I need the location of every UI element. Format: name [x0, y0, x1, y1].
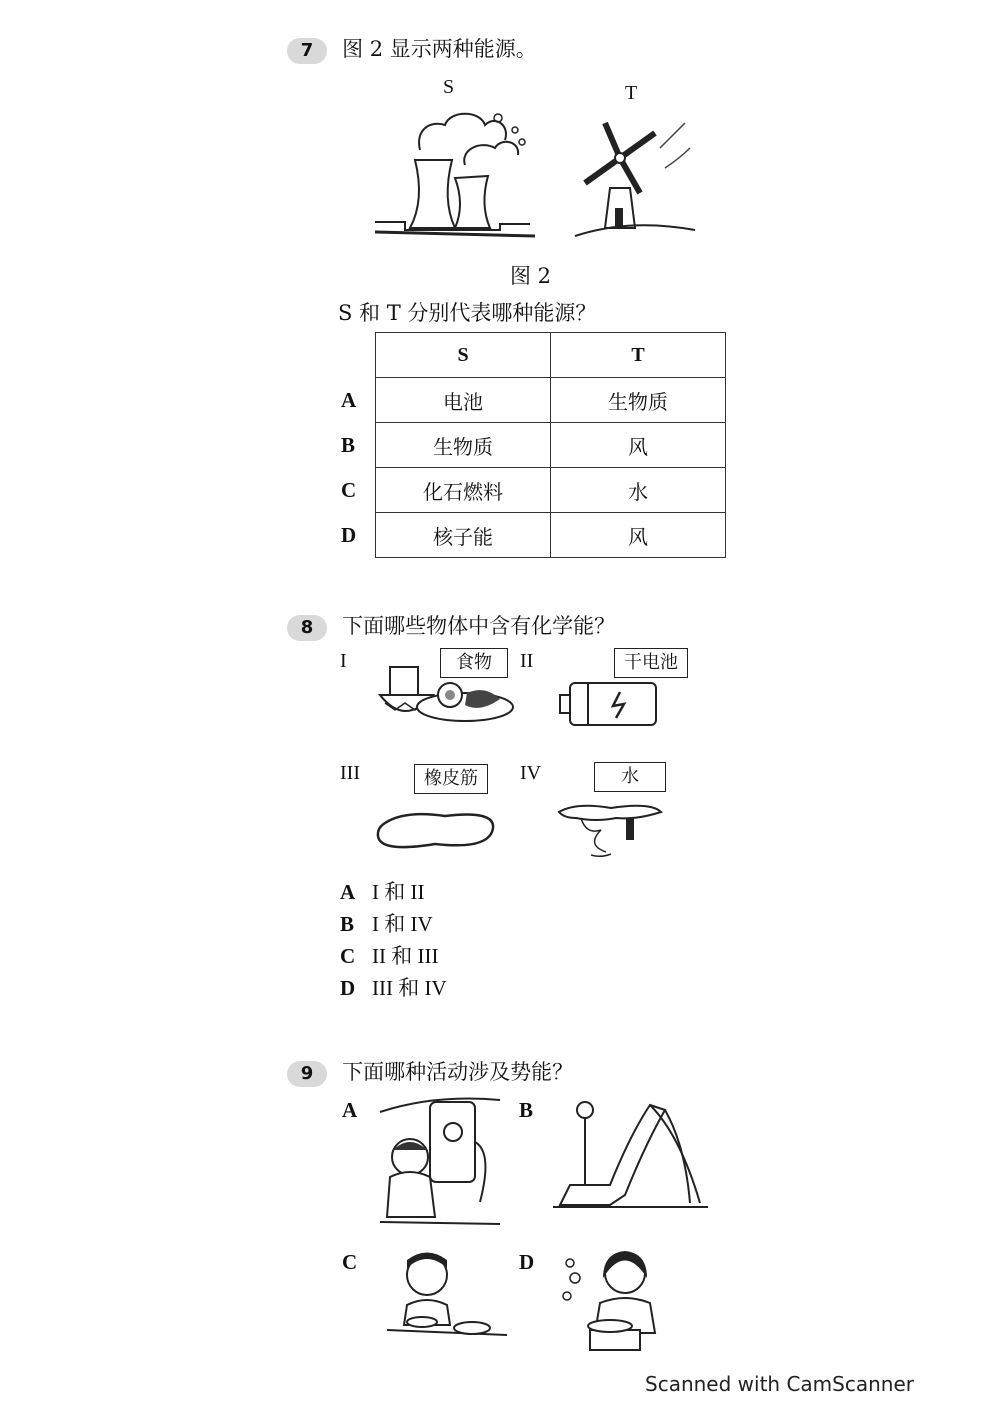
q9-text: 下面哪种活动涉及势能？: [342, 1060, 574, 1084]
item-numeral-i: I: [340, 650, 347, 672]
q8-choices: [340, 876, 447, 1004]
q7-header: [287, 33, 537, 64]
slide-image: [550, 1095, 710, 1210]
cell-s: 电池: [376, 378, 551, 423]
q9-number: 9: [287, 1061, 327, 1087]
row-letter: B: [341, 432, 356, 457]
table-row: [340, 468, 726, 513]
item-label-food: 食物: [440, 648, 508, 678]
q7-label-t: T: [625, 82, 638, 104]
q7-options-table: [340, 332, 726, 558]
choice-text: III 和 IV: [372, 976, 447, 1000]
power-plant-image: [370, 110, 540, 245]
cell-t: 风: [551, 513, 726, 558]
choice-letter: D: [340, 976, 356, 1000]
cell-t: 水: [551, 468, 726, 513]
rubber-band-image: [375, 808, 500, 853]
item-numeral-iv: IV: [520, 762, 542, 784]
choice-b[interactable]: [340, 908, 447, 940]
q7-text: 图 2 显示两种能源。: [342, 37, 537, 61]
table-row: [340, 423, 726, 468]
q9-option-a[interactable]: A: [342, 1098, 358, 1122]
choice-c[interactable]: [340, 940, 447, 972]
cell-s: 化石燃料: [376, 468, 551, 513]
q9-option-d[interactable]: D: [519, 1250, 535, 1274]
cell-s: 核子能: [376, 513, 551, 558]
row-letter: C: [341, 477, 357, 502]
shower-image: [375, 1092, 505, 1227]
cell-s: 生物质: [376, 423, 551, 468]
table-row: [340, 513, 726, 558]
q7-sub-question: S 和 T 分别代表哪种能源？: [338, 301, 597, 325]
q7-number: 7: [287, 38, 327, 64]
row-letter: A: [341, 387, 357, 412]
q8-text: 下面哪些物体中含有化学能？: [342, 614, 616, 638]
windmill-image: [570, 118, 710, 243]
eating-child-image: [382, 1250, 512, 1345]
item-numeral-ii: II: [520, 650, 534, 672]
cell-t: 生物质: [551, 378, 726, 423]
item-numeral-iii: III: [340, 762, 360, 784]
choice-d[interactable]: [340, 972, 447, 1004]
table-header-s: S: [376, 333, 551, 378]
choice-text: I 和 IV: [372, 912, 433, 936]
row-letter: D: [341, 522, 357, 547]
choice-text: II 和 III: [372, 944, 439, 968]
figure-caption: 图 2: [510, 264, 552, 288]
q9-header: [287, 1056, 573, 1087]
q7-label-s: S: [443, 76, 455, 98]
choice-letter: A: [340, 880, 356, 904]
choice-a[interactable]: [340, 876, 447, 908]
item-label-dry-battery: 干电池: [614, 648, 688, 678]
table-row: [340, 378, 726, 423]
table-header-row: [340, 333, 726, 378]
item-label-rubber-band: 橡皮筋: [414, 764, 488, 794]
q9-option-b[interactable]: B: [519, 1098, 534, 1122]
q8-number: 8: [287, 615, 327, 641]
cell-t: 风: [551, 423, 726, 468]
water-image: [556, 800, 666, 860]
choice-letter: B: [340, 912, 355, 936]
cooking-child-image: [555, 1248, 670, 1358]
food-image: [375, 665, 515, 730]
item-label-water: 水: [594, 762, 666, 792]
choice-text: I 和 II: [372, 880, 425, 904]
choice-letter: C: [340, 944, 356, 968]
q9-option-c[interactable]: C: [342, 1250, 358, 1274]
table-header-t: T: [551, 333, 726, 378]
battery-image: [558, 680, 663, 730]
scanner-watermark: Scanned with CamScanner: [645, 1372, 914, 1396]
q8-header: [287, 610, 615, 641]
